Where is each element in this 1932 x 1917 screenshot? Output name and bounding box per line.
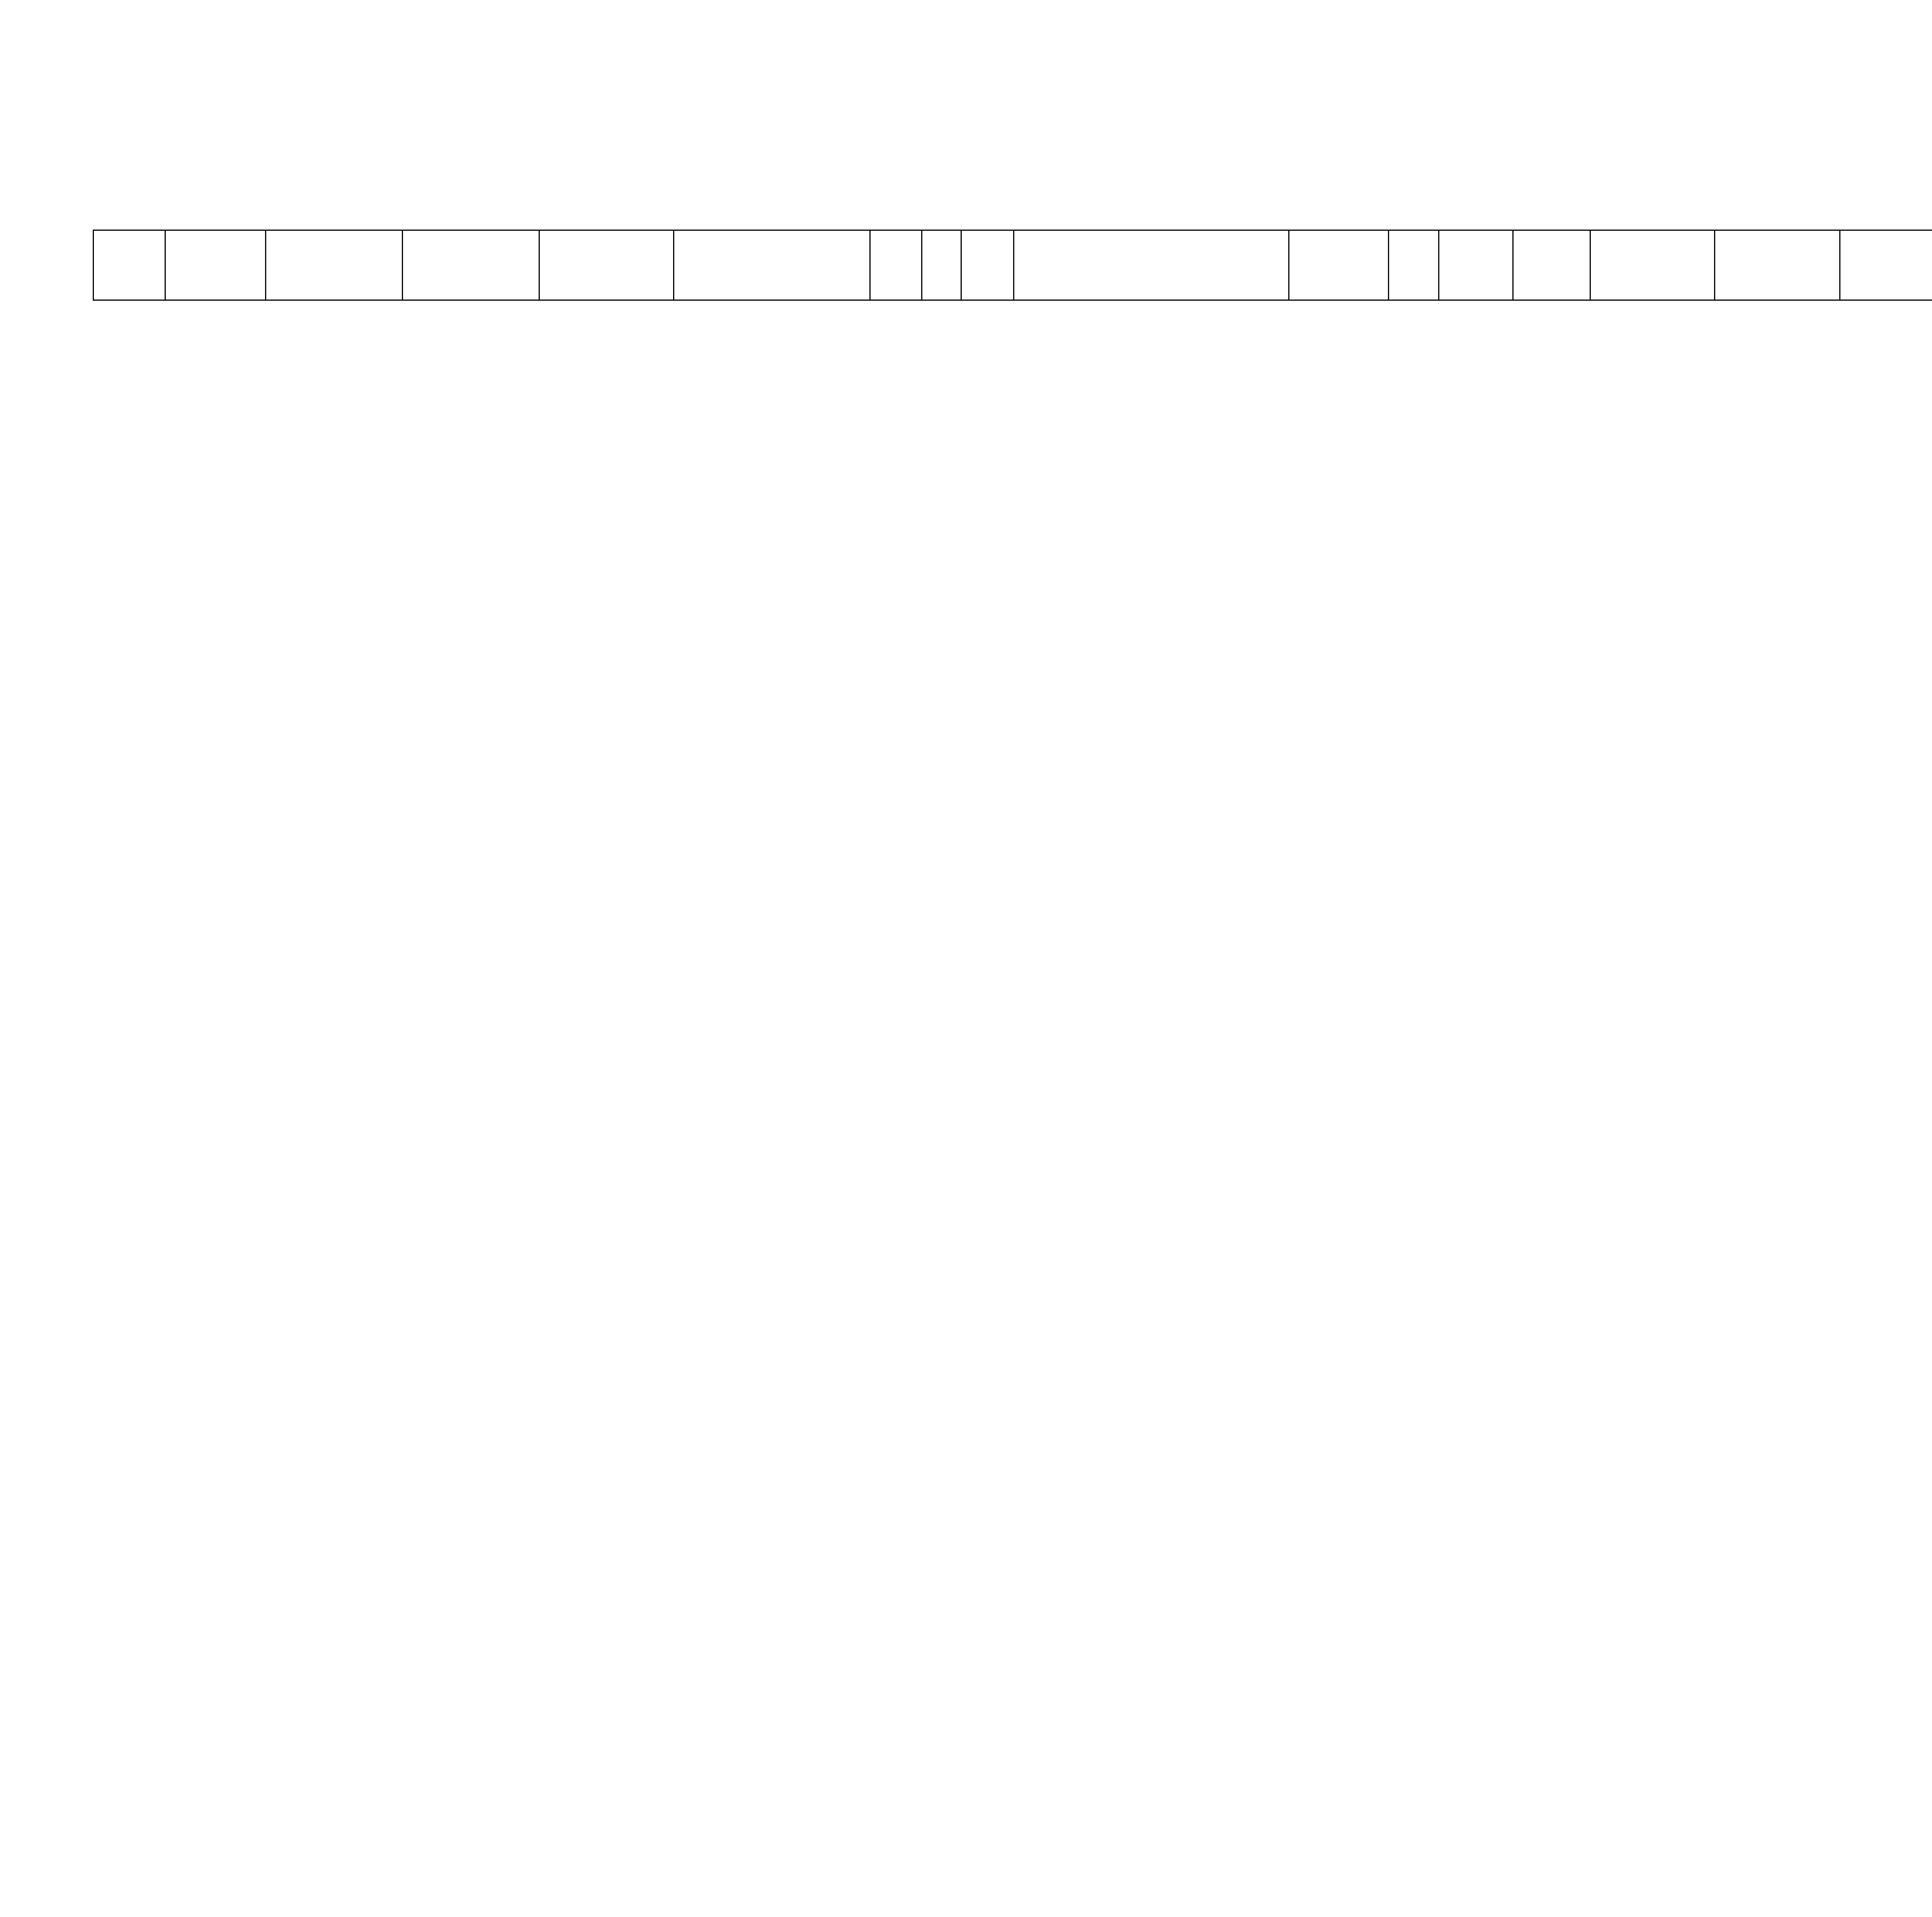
- cell-id: [94, 230, 165, 300]
- cell-house-number: [870, 230, 922, 300]
- cell-year-built: [961, 230, 1014, 300]
- table-body: [94, 230, 1932, 300]
- cell-street: [674, 230, 870, 300]
- cell-planned-year: [1289, 230, 1389, 300]
- cell-amount-2: [1840, 230, 1932, 300]
- cell-code: [165, 230, 266, 300]
- cell-work-type: [1014, 230, 1289, 300]
- cell-zero: [1389, 230, 1439, 300]
- cell-municipality-type: [266, 230, 403, 300]
- cell-municipality-name: [403, 230, 539, 300]
- cell-total-cost: [1590, 230, 1715, 300]
- cell-letter: [922, 230, 961, 300]
- table-row: [94, 230, 1932, 300]
- works-table: [93, 230, 1932, 301]
- cell-amount-1: [1715, 230, 1840, 300]
- cell-period-start: [1439, 230, 1513, 300]
- cell-city: [539, 230, 674, 300]
- cell-period-end: [1513, 230, 1590, 300]
